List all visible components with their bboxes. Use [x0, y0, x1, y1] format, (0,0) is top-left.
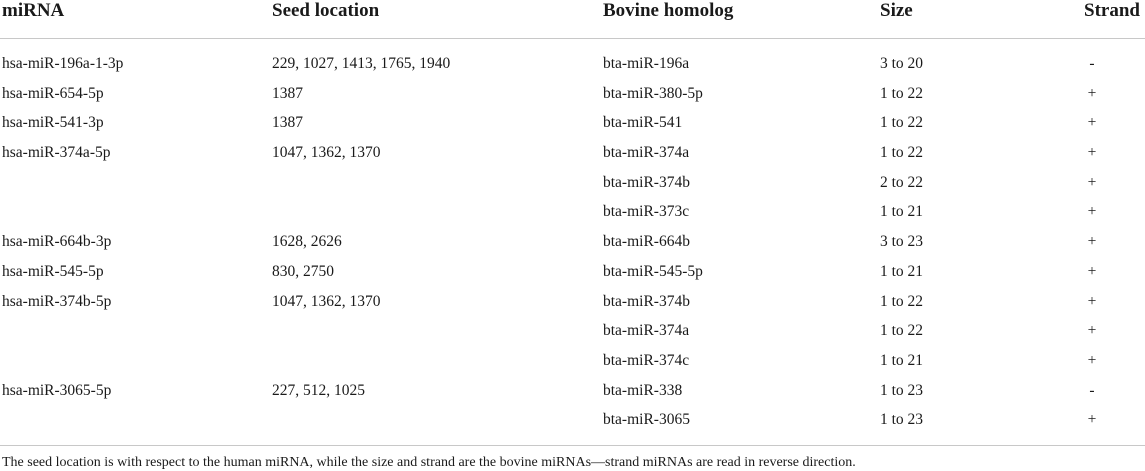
table-row — [0, 376, 1145, 406]
cell-bovine-homolog: bta-miR-545-5p — [603, 262, 703, 280]
cell-size: 1 to 21 — [880, 351, 924, 369]
cell-size: 3 to 23 — [880, 233, 924, 251]
cell-bovine-homolog: bta-miR-374a — [603, 322, 690, 340]
cell-size: 1 to 23 — [880, 411, 924, 429]
table-row — [0, 108, 1145, 138]
cell-strand: + — [1087, 233, 1097, 251]
header-strand: Strand — [1084, 0, 1140, 21]
header-seed-location: Seed location — [272, 0, 380, 21]
cell-mirna: hsa-miR-545-5p — [2, 262, 104, 280]
cell-bovine-homolog: bta-miR-374b — [603, 173, 690, 191]
cell-size: 1 to 22 — [880, 322, 924, 340]
cell-bovine-homolog: bta-miR-664b — [603, 233, 690, 251]
cell-size: 1 to 22 — [880, 144, 924, 162]
cell-strand: - — [1089, 55, 1095, 72]
table-row — [0, 257, 1145, 287]
cell-strand: + — [1087, 144, 1097, 162]
header-size: Size — [880, 0, 913, 21]
cell-size: 1 to 21 — [880, 203, 924, 221]
cell-size: 3 to 20 — [880, 55, 924, 72]
cell-seed-location: 1047, 1362, 1370 — [272, 144, 381, 162]
cell-bovine-homolog: bta-miR-374c — [603, 351, 690, 369]
cell-strand: + — [1087, 292, 1097, 310]
cell-strand: + — [1087, 203, 1097, 221]
cell-mirna: hsa-miR-374b-5p — [2, 292, 112, 310]
table-row — [0, 346, 1145, 376]
cell-seed-location: 1047, 1362, 1370 — [272, 292, 381, 310]
table-header-row — [0, 0, 1145, 40]
cell-bovine-homolog: bta-miR-374a — [603, 144, 690, 162]
table-row — [0, 197, 1145, 227]
cell-seed-location: 229, 1027, 1413, 1765, 1940 — [272, 55, 451, 72]
table-bottom-rule — [0, 445, 1145, 446]
cell-strand: - — [1089, 381, 1095, 399]
cell-size: 1 to 21 — [880, 262, 924, 280]
cell-strand: + — [1087, 322, 1097, 340]
cell-size: 1 to 22 — [880, 292, 924, 310]
cell-seed-location: 830, 2750 — [272, 262, 334, 280]
table-row — [0, 316, 1145, 346]
cell-mirna: hsa-miR-654-5p — [2, 84, 104, 102]
cell-strand: + — [1087, 351, 1097, 369]
cell-size: 1 to 22 — [880, 114, 924, 132]
header-bovine-homolog: Bovine homolog — [603, 0, 734, 21]
cell-bovine-homolog: bta-miR-374b — [603, 292, 690, 310]
cell-strand: + — [1087, 411, 1097, 429]
cell-mirna: hsa-miR-374a-5p — [2, 144, 111, 162]
cell-seed-location: 1387 — [272, 114, 303, 132]
cell-strand: + — [1087, 262, 1097, 280]
cell-bovine-homolog: bta-miR-373c — [603, 203, 690, 221]
cell-seed-location: 227, 512, 1025 — [272, 381, 365, 399]
table-row — [0, 287, 1145, 317]
cell-bovine-homolog: bta-miR-541 — [603, 114, 683, 132]
cell-bovine-homolog: bta-miR-196a — [603, 55, 690, 72]
cell-size: 1 to 23 — [880, 381, 924, 399]
cell-mirna: hsa-miR-664b-3p — [2, 233, 112, 251]
cell-seed-location: 1628, 2626 — [272, 233, 342, 251]
cell-strand: + — [1087, 114, 1097, 132]
cell-seed-location: 1387 — [272, 84, 303, 102]
header-divider — [0, 38, 1145, 39]
cell-bovine-homolog: bta-miR-3065 — [603, 411, 690, 429]
table-row — [0, 49, 1145, 79]
cell-size: 1 to 22 — [880, 84, 924, 102]
table-footnote: The seed location is with respect to the human miRNA, while the size and strand are the bovine miRNAs—strand miRNAs are read in reverse direction. — [2, 455, 856, 470]
cell-strand: + — [1087, 84, 1097, 102]
table-row — [0, 168, 1145, 198]
cell-strand: + — [1087, 173, 1097, 191]
cell-mirna: hsa-miR-3065-5p — [2, 381, 112, 399]
table-row — [0, 227, 1145, 257]
table-body — [0, 49, 1145, 435]
header-mirna: miRNA — [2, 0, 65, 21]
cell-bovine-homolog: bta-miR-338 — [603, 381, 683, 399]
cell-mirna: hsa-miR-196a-1-3p — [2, 55, 124, 72]
cell-size: 2 to 22 — [880, 173, 924, 191]
table-row — [0, 405, 1145, 435]
table-row — [0, 79, 1145, 109]
table-row — [0, 138, 1145, 168]
cell-mirna: hsa-miR-541-3p — [2, 114, 104, 132]
cell-bovine-homolog: bta-miR-380-5p — [603, 84, 703, 102]
